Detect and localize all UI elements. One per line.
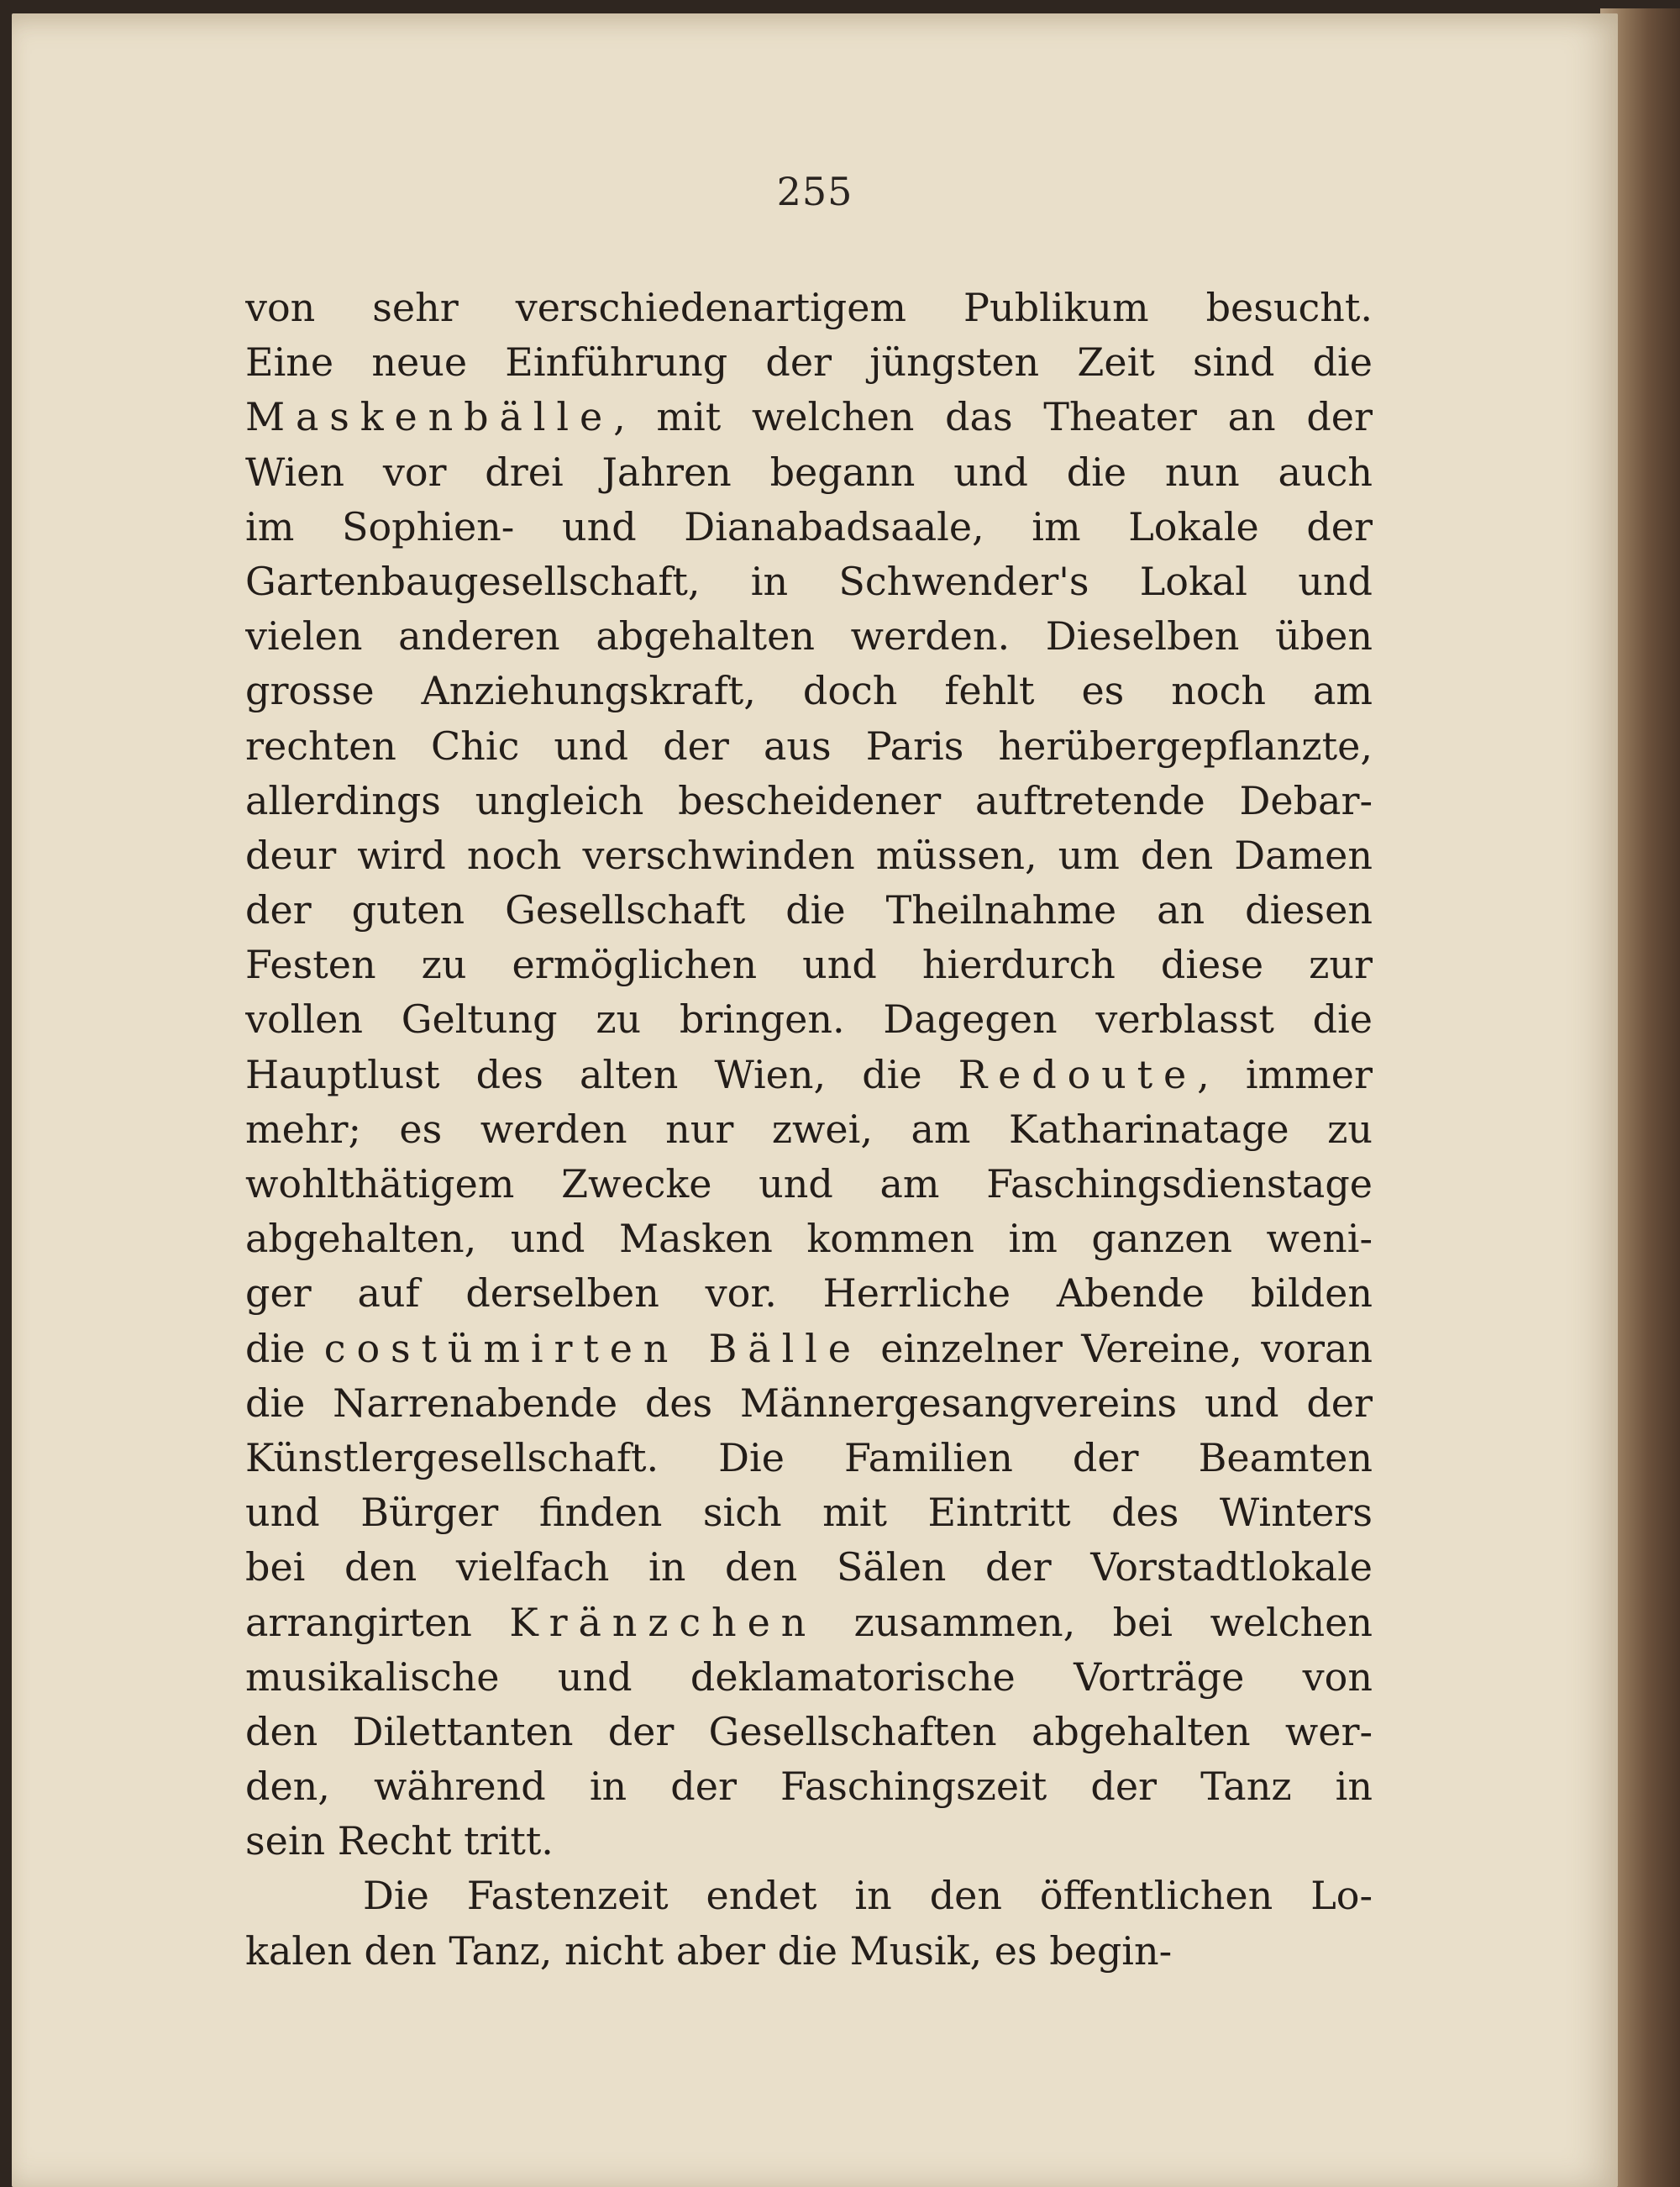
text-line: die Narrenabende des Männergesangvereins und der xyxy=(245,1380,1373,1426)
text-line: ger auf derselben vor. Herrliche Abende bilden xyxy=(245,1270,1373,1317)
text-line: von sehr verschiedenartigem Publikum besucht. xyxy=(245,285,1373,330)
emphasized-term: Redoute xyxy=(958,1051,1198,1097)
text-run: zusammen, bei welchen xyxy=(816,1599,1373,1645)
text-run: einzelner Vereine, voran xyxy=(861,1325,1373,1371)
text-line: den, während in der Faschingszeit der Tanz in xyxy=(245,1764,1373,1810)
text-run: die xyxy=(245,1325,324,1371)
text-line: und Bürger finden sich mit Eintritt des Winters xyxy=(245,1490,1373,1536)
text-line: im Sophien- und Dianabadsaale, im Lokale der xyxy=(245,503,1373,549)
text-run: , mit welchen das Theater an der xyxy=(613,394,1373,440)
text-line: allerdings ungleich bescheidener auftretende Debar- xyxy=(245,777,1373,823)
text-run: arrangirten xyxy=(245,1599,510,1645)
text-line: mehr; es werden nur zwei, am Katharinatage zu xyxy=(245,1106,1373,1152)
paragraph xyxy=(245,1869,1373,1978)
emphasized-term: Maskenbälle xyxy=(245,394,614,440)
text-line: den Dilettanten der Gesellschaften abgehalten wer- xyxy=(245,1708,1373,1754)
text-line: Die Fastenzeit endet in den öffentlichen Lo- xyxy=(363,1873,1373,1919)
text-line: Wien vor drei Jahren begann und die nun auch xyxy=(245,449,1373,495)
text-run: Hauptlust des alten Wien, die xyxy=(245,1051,958,1097)
text-line: grosse Anziehungskraft, doch fehlt es noch am xyxy=(245,668,1373,714)
text-line: rechten Chic und der aus Paris herübergepflanzte, xyxy=(245,723,1373,769)
text-line xyxy=(245,1048,1373,1102)
body-text xyxy=(245,281,1373,1979)
text-line: Festen zu ermöglichen und hierdurch diese zur xyxy=(245,942,1373,988)
book-page xyxy=(12,13,1618,2187)
text-line: bei den vielfach in den Sälen der Vorstadtlokale xyxy=(245,1544,1373,1590)
text-line: Künstlergesellschaft. Die Familien der Beamten xyxy=(245,1434,1373,1480)
text-line xyxy=(245,1322,1373,1376)
text-line xyxy=(245,390,1373,444)
text-line: der guten Gesellschaft die Theilnahme an diesen xyxy=(245,887,1373,933)
text-line: Eine neue Einführung der jüngsten Zeit sind die xyxy=(245,339,1373,386)
text-line: wohlthätigem Zwecke und am Faschingsdienstage xyxy=(245,1161,1373,1207)
text-line: vollen Geltung zu bringen. Dagegen verblasst die xyxy=(245,996,1373,1043)
text-run: , immer xyxy=(1197,1051,1373,1097)
text-line: deur wird noch verschwinden müssen, um den Damen xyxy=(245,832,1373,878)
paragraph xyxy=(245,281,1373,1869)
text-line: musikalische und deklamatorische Vorträge von xyxy=(245,1653,1373,1700)
text-line: abgehalten, und Masken kommen im ganzen weni- xyxy=(245,1216,1373,1262)
text-line: Gartenbaugesellschaft, in Schwender's Lokal und xyxy=(245,558,1373,604)
page-number: 255 xyxy=(776,169,853,214)
text-line: sein Recht tritt. xyxy=(245,1818,554,1864)
text-line xyxy=(245,1596,1373,1650)
text-line: vielen anderen abgehalten werden. Dieselben üben xyxy=(245,613,1373,660)
emphasized-term: Kränzchen xyxy=(509,1599,817,1645)
text-line: kalen den Tanz, nicht aber die Musik, es begin- xyxy=(245,1927,1173,1974)
emphasized-term: costümirten Bälle xyxy=(323,1325,862,1371)
